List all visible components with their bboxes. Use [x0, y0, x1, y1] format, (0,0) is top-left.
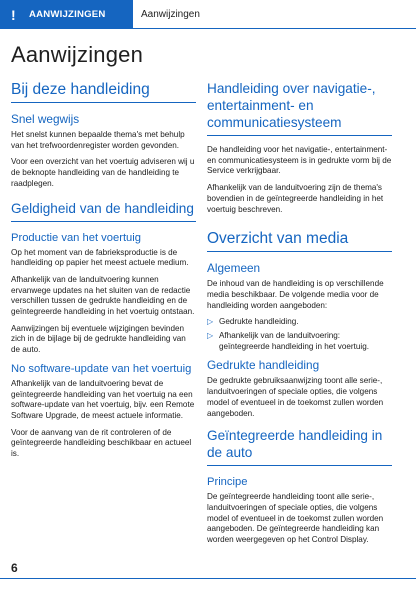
- heading-principe: Principe: [207, 476, 248, 489]
- exclamation-icon: !: [11, 6, 16, 23]
- right-column: [207, 80, 392, 552]
- triangle-bullet-icon: ▷: [207, 331, 214, 341]
- paragraph: De geïntegreerde handleiding toont alle serie-, landuitvoeringen of speciale opties, die volgens model of eventueel in de toekomst zullen worden aangeboden. De geïntegreerde handleiding kan worden weergegeven op het Control Display.: [207, 492, 384, 545]
- footer-divider: [0, 578, 416, 579]
- heading-gedrukte-handleiding: Gedrukte handleiding: [207, 358, 320, 373]
- heading-software-update: No software-update van het voertuig: [11, 362, 192, 375]
- section-tab-label: AANWIJZINGEN: [29, 9, 106, 20]
- paragraph: Voor een overzicht van het voertuig adviseren wij u de beknopte handleiding van de handleiding te raadplegen.: [11, 157, 195, 188]
- paragraph: Het snelst kunnen bepaalde thema's met behulp van het trefwoordenregister worden gevonden.: [11, 130, 185, 150]
- paragraph: Op het moment van de fabrieksproductie is de handleiding op papier het meest actuele medium.: [11, 247, 189, 268]
- media-list: [207, 317, 392, 352]
- list-item: ▷ Afhankelijk van de landuitvoering: geïntegreerde handleiding in het voertuig.: [207, 331, 369, 351]
- breadcrumb: Aanwijzingen: [141, 9, 200, 20]
- paragraph: Afhankelijk van de landuitvoering bevat de geïntegreerde handleiding van het voertuig na een software-update van het voertuig, bijv. een Remote Software Upgrade, de meest actuele informatie.: [11, 378, 195, 420]
- heading-snel-wegwijs: Snel wegwijs: [11, 112, 80, 126]
- header-divider: [133, 28, 416, 29]
- section-title-overzicht-media: Overzicht van media: [207, 229, 392, 252]
- section-title-geldigheid: Geldigheid van de handleiding: [11, 200, 196, 222]
- paragraph: Afhankelijk van de landuitvoering zijn de thema's bovendien in de geïntegreerde handleiding in het voertuig beschreven.: [207, 183, 384, 214]
- page-title: Aanwijzingen: [11, 42, 144, 67]
- paragraph: De gedrukte gebruiksaanwijzing toont alle serie-, landuitvoeringen of speciale opties, die volgens model of eventueel in de toekomst zullen worden aangeboden.: [207, 376, 384, 418]
- section-title-geintegreerde-handleiding: Geïntegreerde handleiding in de auto: [207, 427, 392, 466]
- list-item: ▷ Gedrukte handleiding.: [207, 317, 299, 327]
- section-title-navigatie: Handleiding over navigatie-, entertainment- en communicatiesysteem: [207, 80, 392, 136]
- heading-algemeen: Algemeen: [207, 261, 261, 276]
- paragraph: De handleiding voor het navigatie-, entertainment- en communicatiesysteem is in gedrukte vorm bij de Service verkrijgbaar.: [207, 145, 392, 176]
- triangle-bullet-icon: ▷: [207, 317, 214, 327]
- paragraph: De inhoud van de handleiding is op verschillende media beschikbaar. De volgende media voor de handleiding worden aangeboden:: [207, 279, 384, 310]
- top-bar: [0, 0, 416, 32]
- left-column: [11, 80, 196, 466]
- paragraph: Aanwijzingen bij eventuele wijzigingen bevinden zich in de bijlage bij de gedrukte handleiding van de auto.: [11, 323, 186, 355]
- paragraph: Voor de aanvang van de rit controleren of de geïntegreerde handleiding beschikbaar en actueel is.: [11, 427, 192, 459]
- paragraph: Afhankelijk van de landuitvoering kunnen ervanwege updates na het sluiten van de redactie verschillen tussen de gedrukte handleiding en de geïntegreerde handleiding in het voertuig ontstaan.: [11, 274, 195, 317]
- heading-productie: Productie van het voertuig: [11, 231, 141, 244]
- page-number: 6: [11, 561, 18, 575]
- section-title-bij-deze-handleiding: Bij deze handleiding: [11, 80, 196, 103]
- section-tab: [0, 0, 133, 29]
